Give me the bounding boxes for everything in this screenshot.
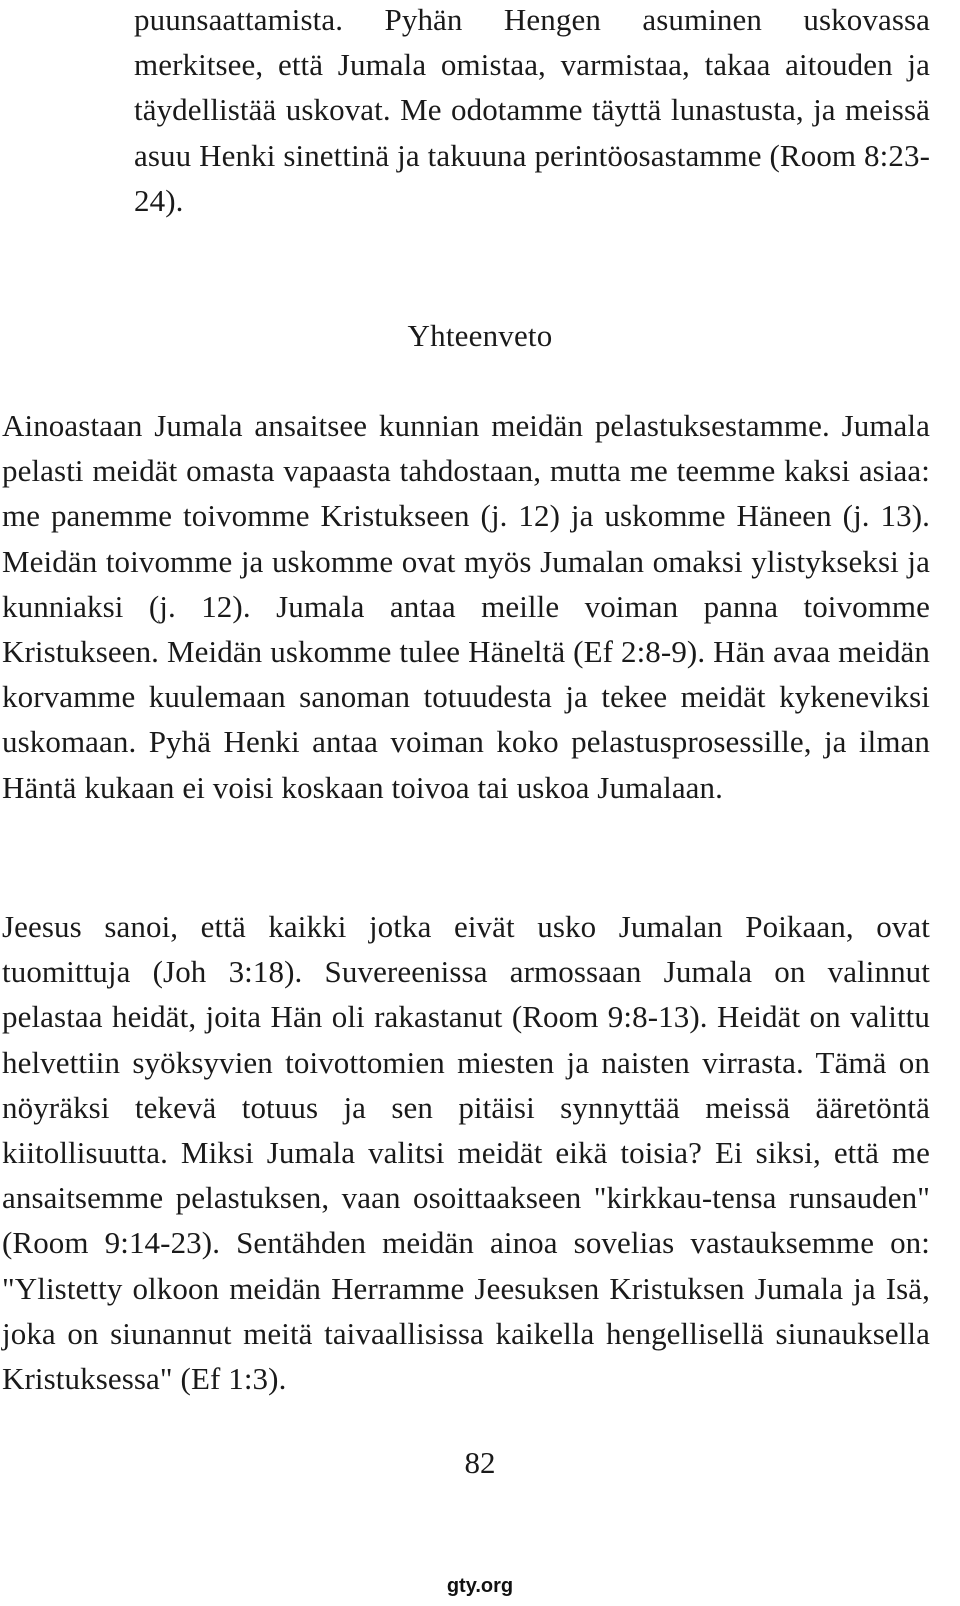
paragraph-continuation: puunsaattamista. Pyhän Hengen asuminen uskovassa merkitsee, että Jumala omistaa, varmistaa, takaa aitouden ja täydellistää uskovat. Me odotamme täyttä lunastusta, ja meissä asuu Henki sinettinä ja takuuna perintöosastamme (Room 8:23-24). bbox=[134, 2, 930, 218]
page-number: 82 bbox=[464, 1445, 496, 1480]
paragraph-summary: Ainoastaan Jumala ansaitsee kunnian meidän pelastuksestamme. Jumala pelasti meidät omasta vapaasta tahdostaan, mutta me teemme kaksi asiaa: me panemme toivomme Kristukseen (j. 12) ja uskomme Häneen (j. 13). Meidän toivomme ja uskomme ovat myös Jumalan omaksi ylistykseksi ja kunniaksi (j. 12). Jumala antaa meille voiman panna toivomme Kristukseen. Meidän uskomme tulee Häneltä (Ef 2:8-9). Hän avaa meidän korvamme kuulemaan sanoman totuudesta ja tekee meidät kykeneviksi uskomaan. Pyhä Henki antaa voiman koko pelastusprosessille, ja ilman Häntä kukaan ei voisi koskaan toivoa tai uskoa Jumalaan. bbox=[2, 408, 930, 805]
section-heading: Yhteenveto bbox=[407, 318, 553, 353]
footer-site-label: gty.org bbox=[446, 1575, 514, 1597]
paragraph-conclusion: Jeesus sanoi, että kaikki jotka eivät usko Jumalan Poikaan, ovat tuomittuja (Joh 3:18). Suvereenissa armossaan Jumala on valinnut pelastaa heidät, joita Hän oli rakastanut (Room 9:8-13). Heidät on valittu helvettiin syöksyvien toivottomien miesten ja naisten virrasta. Tämä on nöyräksi tekevä totuus ja sen pitäisi synnyttää meissä ääretöntä kiitollisuutta. Miksi Jumala valitsi meidät eikä toisia? Ei siksi, että me ansaitsemme pelastuksen, vaan osoittaakseen "kirkkau-tensa runsauden" (Room 9:14-23). Sentähden meidän ainoa sovelias vastauksemme on: "Ylistetty olkoon meidän Herramme Jeesuksen Kristuksen Jumala ja Isä, joka on siunannut meitä taivaallisissa kaikella hengellisellä siunauksella Kristuksessa" (Ef 1:3). bbox=[2, 909, 930, 1397]
